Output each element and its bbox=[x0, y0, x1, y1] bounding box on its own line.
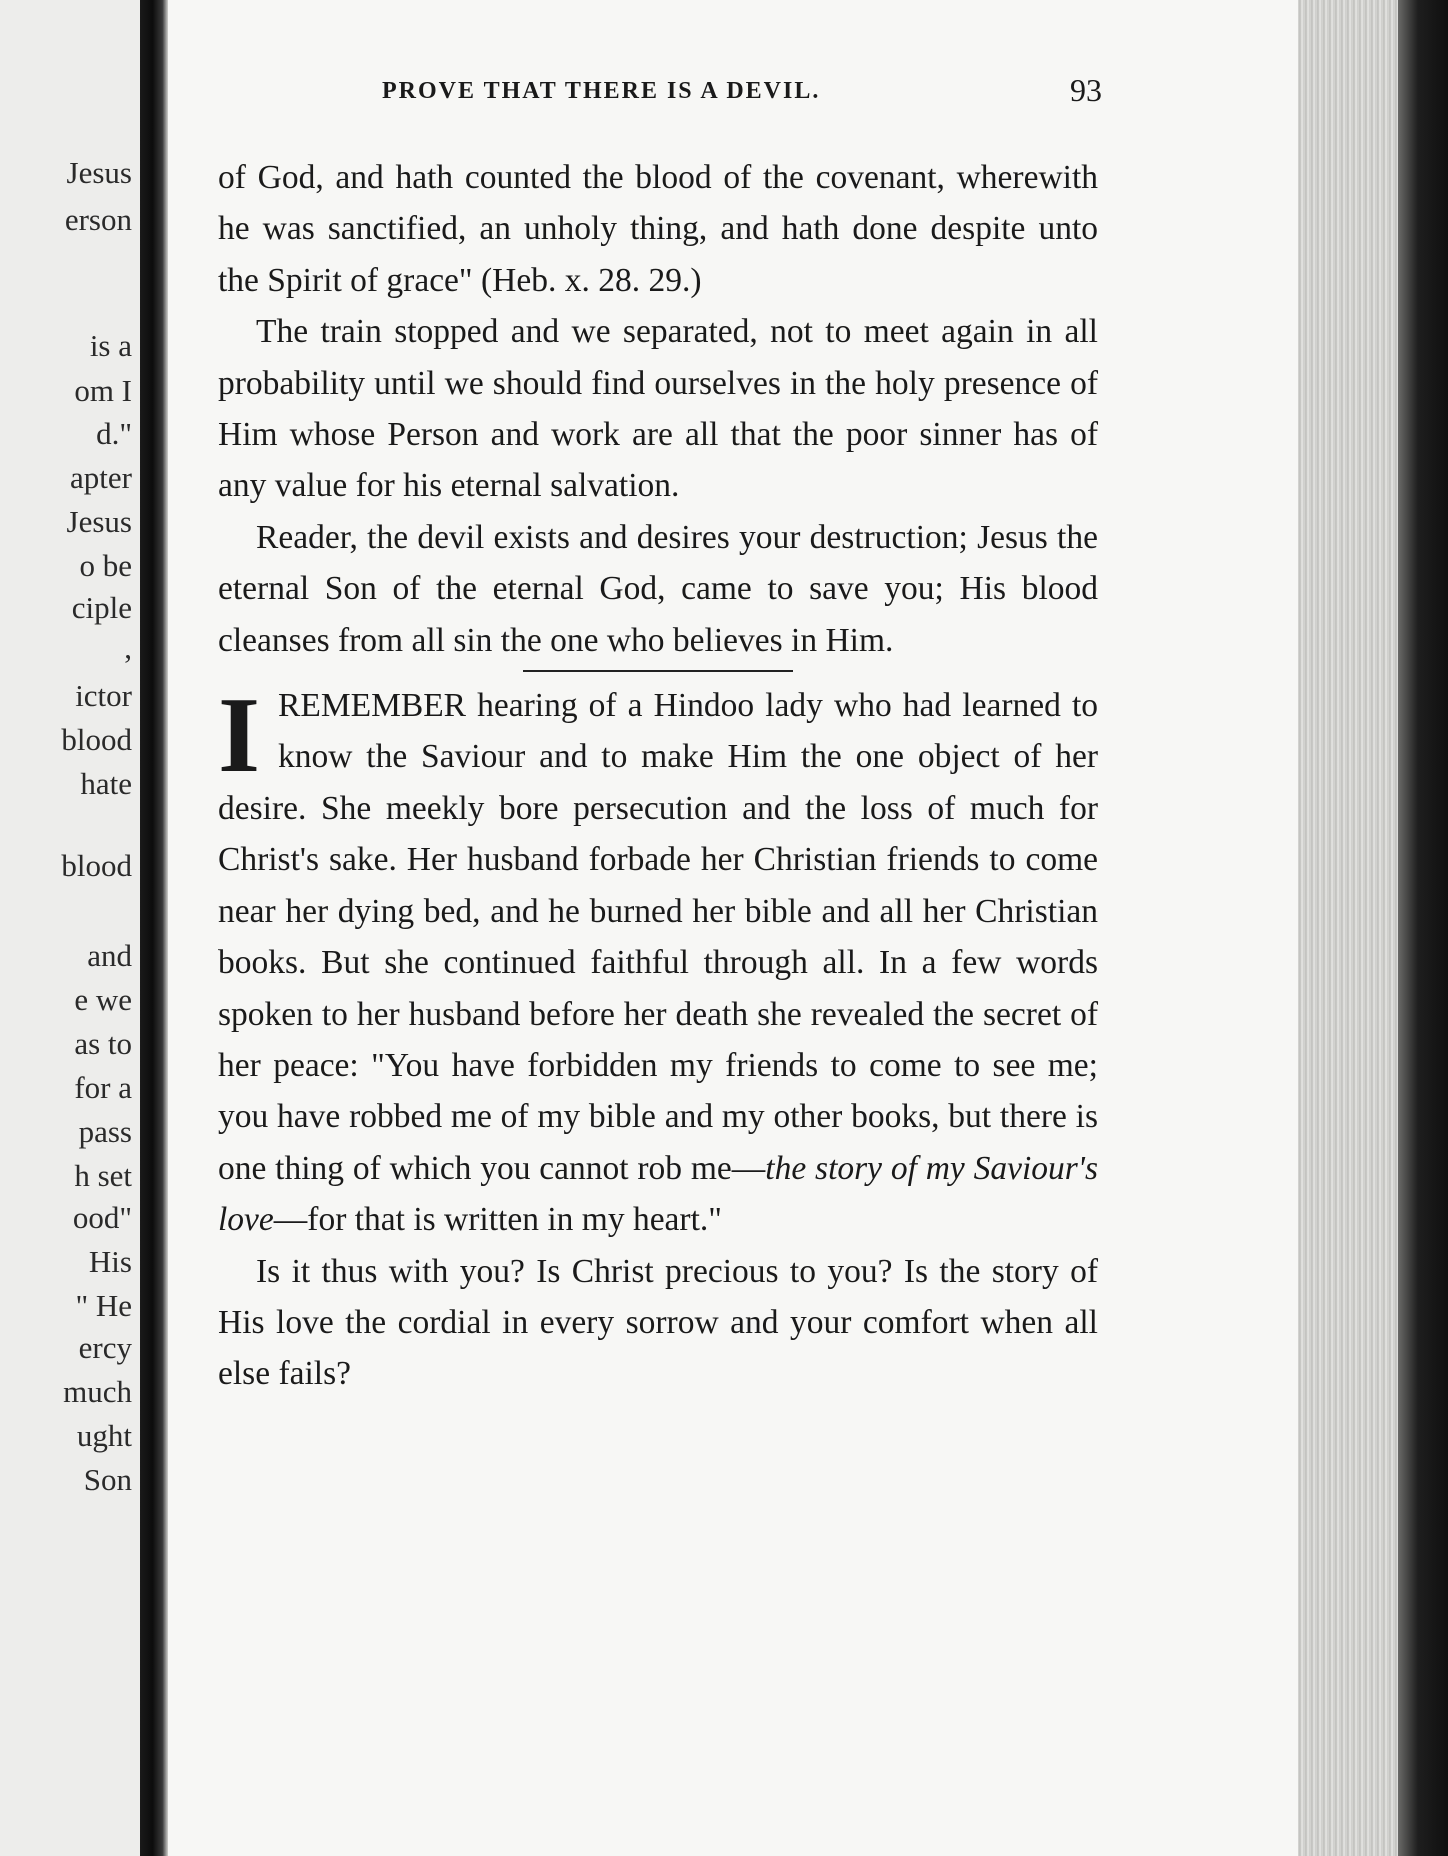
left-page-text-fragment: om I bbox=[74, 373, 132, 408]
left-page-text-fragment: His bbox=[88, 1244, 132, 1279]
left-page-text-fragment: ictor bbox=[75, 678, 132, 713]
page-number: 93 bbox=[1070, 72, 1102, 108]
left-page-text-fragment: ercy bbox=[78, 1330, 132, 1365]
lead-word: REMEMBER bbox=[278, 687, 467, 725]
book-cover-edge bbox=[1398, 0, 1448, 1856]
left-page-text-fragment: h set bbox=[74, 1158, 132, 1193]
left-page-text-fragment: e we bbox=[74, 982, 132, 1017]
left-page-text-fragment: Jesus bbox=[66, 155, 132, 190]
section-divider bbox=[523, 670, 793, 672]
story-italic-phrase: the story of my Saviour's love bbox=[218, 1149, 1098, 1239]
left-page-text-fragment: blood bbox=[61, 848, 132, 883]
left-page-text-fragment: ciple bbox=[71, 590, 132, 625]
drop-cap: I bbox=[218, 676, 261, 796]
left-page-text-fragment: apter bbox=[70, 460, 132, 495]
left-page-text-fragment: much bbox=[63, 1374, 132, 1409]
left-page-text-fragment: blood bbox=[61, 722, 132, 757]
page-header bbox=[382, 72, 1102, 112]
left-page-text-fragment: ood" bbox=[72, 1200, 132, 1235]
left-page-text-fragment: for a bbox=[74, 1070, 132, 1105]
page-edges bbox=[1298, 0, 1398, 1856]
left-page-text-fragment: Son bbox=[83, 1462, 132, 1497]
left-page-text-fragment: d." bbox=[96, 416, 132, 451]
left-page-text-fragment: Jesus bbox=[66, 504, 132, 539]
left-page-text-fragment: hate bbox=[80, 766, 132, 801]
left-page-text-fragment: and bbox=[87, 938, 132, 973]
story-text: hearing of a Hindoo lady who had learned to know the Saviour and to make Him the one object of her desire. She meekly bore persecution and the loss of much for Christ's sake. Her husband forbade her Christian friends to come near her dying bed, and he burned her bible and all her Christian books. But she continued faithful through all. In a few words spoken to her husband before her death she revealed the secret of her peace: "You have forbidden my friends to come to see me; you have robbed me of my bible and my other books, but there is one thing of which you cannot rob me— bbox=[218, 687, 1098, 1187]
paragraph-continuation: of God, and hath counted the blood of the covenant, wherewith he was sanctified, an unholy thing, and hath done despite unto the Spirit of grace" (Heb. x. 28. 29.) bbox=[218, 159, 1098, 299]
paragraph-train: The train stopped and we separated, not to meet again in all probability until we should find ourselves in the holy presence of Him whose Person and work are all that the poor sinner has of any value for his eternal salvation. bbox=[218, 313, 1098, 505]
left-page-text-fragment: erson bbox=[64, 202, 132, 237]
left-page-text-fragment: " He bbox=[75, 1288, 132, 1323]
left-page-text-fragment: ught bbox=[76, 1418, 132, 1453]
running-head: PROVE THAT THERE IS A DEVIL. bbox=[382, 78, 821, 104]
left-page-text-fragment: as to bbox=[74, 1026, 132, 1061]
left-page-text-fragment: is a bbox=[89, 328, 132, 363]
paragraph-reader: Reader, the devil exists and desires your destruction; Jesus the eternal Son of the eternal God, came to save you; His blood cleanses from all sin the one who believes in Him. bbox=[218, 518, 1098, 659]
book-gutter bbox=[140, 0, 168, 1856]
previous-page-fragment bbox=[0, 0, 140, 1856]
left-page-text-fragment: pass bbox=[78, 1114, 132, 1149]
page-body bbox=[218, 152, 1098, 1400]
left-page-text-fragment: , bbox=[124, 630, 132, 665]
left-page-text-fragment: o be bbox=[79, 548, 132, 583]
story-text-end: —for that is written in my heart." bbox=[273, 1201, 722, 1239]
paragraph-closing-question: Is it thus with you? Is Christ precious to you? Is the story of His love the cordial in every sorrow and your comfort when all else fails? bbox=[218, 1252, 1098, 1393]
paragraph-hindoo-lady bbox=[218, 676, 1098, 1245]
